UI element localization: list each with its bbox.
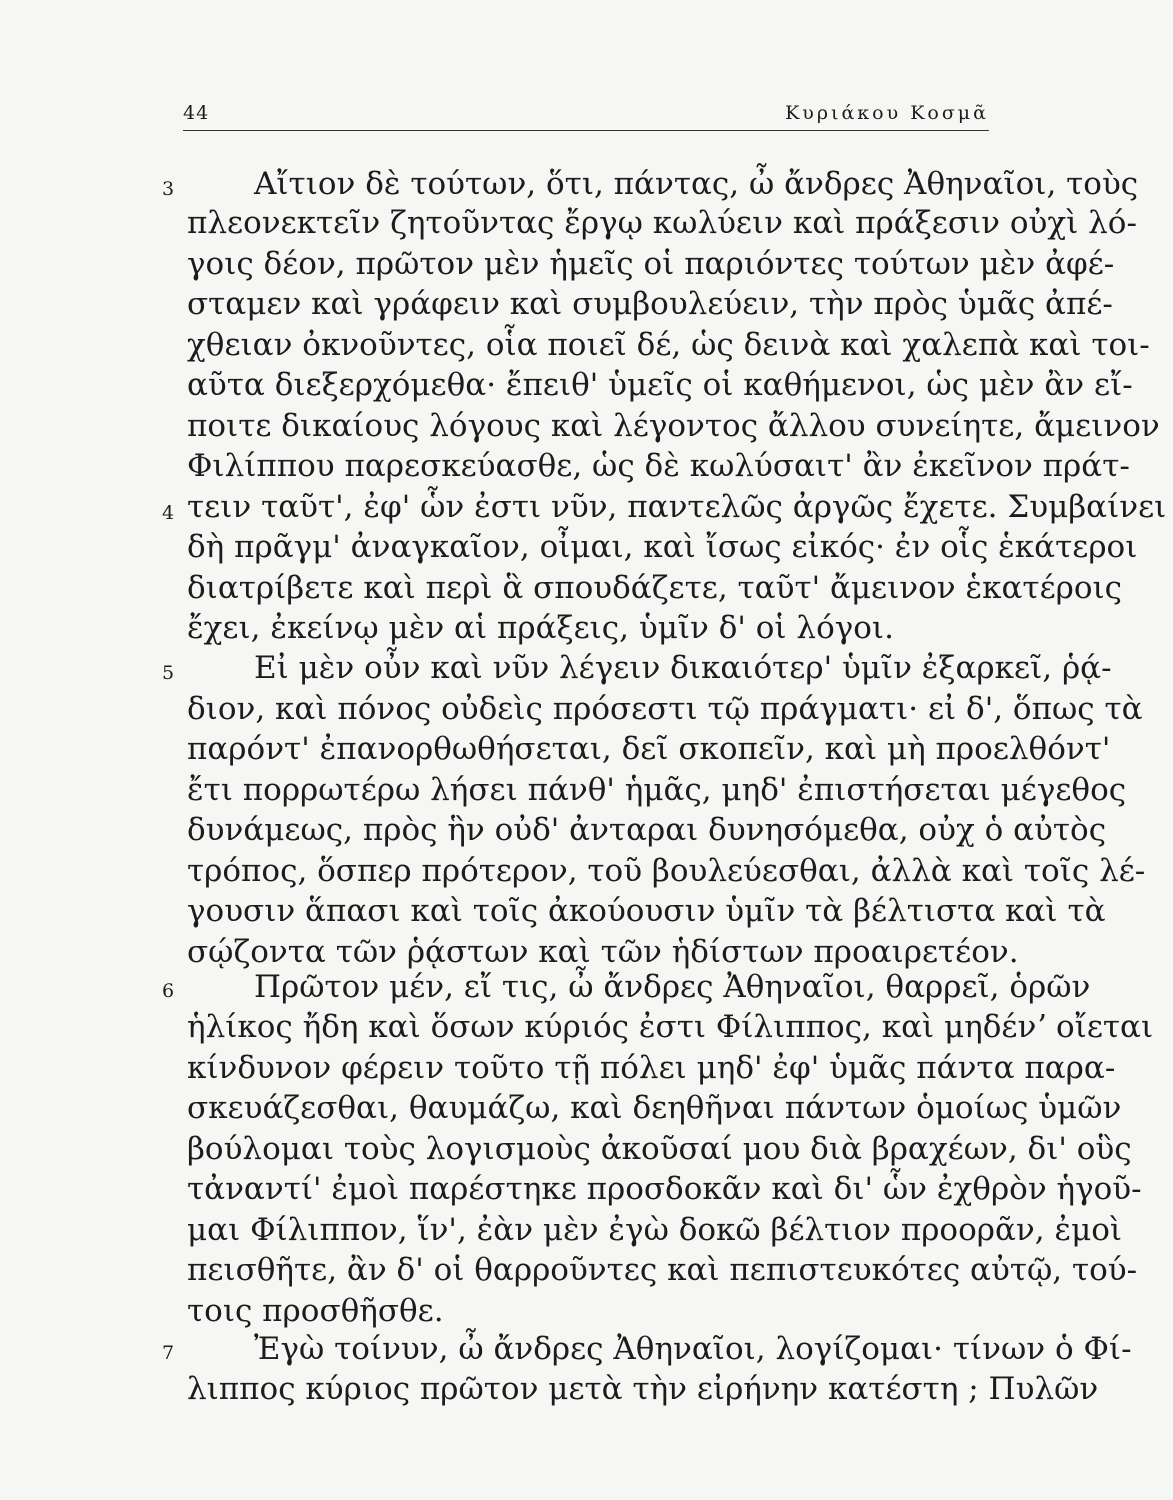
text-line: ποιτε δικαίους λόγους καὶ λέγοντος ἄλλου συνείητε, ἄμεινον xyxy=(187,408,1160,444)
text-line: μαι Φίλιππον, ἵν', ἐὰν μὲν ἐγὼ δοκῶ βέλτιον προορᾶν, ἐμοὶ xyxy=(187,1212,1123,1248)
text-line: κίνδυνον φέρειν τοῦτο τῇ πόλει μηδ' ἐφ' ὑμᾶς πάντα παρα- xyxy=(187,1050,1116,1086)
text-line: βούλομαι τοὺς λογισμοὺς ἀκοῦσαί μου διὰ βραχέων, δι' οὓς xyxy=(187,1131,1132,1167)
text-line: παρόντ' ἐπανορθωθήσεται, δεῖ σκοπεῖν, καὶ μὴ προελθόντ' xyxy=(187,731,1111,767)
section-number: 6 xyxy=(162,980,175,1002)
text-line: σταμεν καὶ γράφειν καὶ συμβουλεύειν, τὴν πρὸς ὑμᾶς ἀπέ- xyxy=(187,286,1113,322)
section-number: 7 xyxy=(162,1342,175,1364)
text-line: γοις δέον, πρῶτον μὲν ἡμεῖς οἱ παριόντες τούτων μὲν ἀφέ- xyxy=(187,246,1115,282)
running-title: Κυριάκου Κοσμᾶ xyxy=(785,102,989,124)
text-line: ἔτι πορρωτέρω λήσει πάνθ' ἡμᾶς, μηδ' ἐπιστήσεται μέγεθος xyxy=(187,772,1127,808)
text-line: σῴζοντα τῶν ῥᾴστων καὶ τῶν ἡδίστων προαιρετέον. xyxy=(187,934,1019,970)
text-line: χθειαν ὀκνοῦντες, οἷα ποιεῖ δέ, ὡς δεινὰ καὶ χαλεπὰ καὶ τοι- xyxy=(187,327,1150,363)
text-line: σκευάζεσθαι, θαυμάζω, καὶ δεηθῆναι πάντων ὁμοίως ὑμῶν xyxy=(187,1090,1122,1126)
page-number: 44 xyxy=(183,102,210,124)
text-line: ἔχει, ἐκείνῳ μὲν αἱ πράξεις, ὑμῖν δ' οἱ λόγοι. xyxy=(187,610,894,646)
text-line: αῦτα διεξερχόμεθα· ἔπειθ' ὑμεῖς οἱ καθήμενοι, ὡς μὲν ἂν εἴ- xyxy=(187,367,1133,403)
text-line: τειν ταῦτ', ἐφ' ὧν ἐστι νῦν, παντελῶς ἀργῶς ἔχετε. Συμβαίνει xyxy=(187,489,1167,525)
text-line: τρόπος, ὅσπερ πρότερον, τοῦ βουλεύεσθαι, ἀλλὰ καὶ τοῖς λέ- xyxy=(187,853,1146,889)
section-number: 5 xyxy=(162,662,175,684)
text-line: τοις προσθῆσθε. xyxy=(187,1293,444,1329)
text-line: Εἰ μὲν οὖν καὶ νῦν λέγειν δικαιότερ' ὑμῖν ἐξαρκεῖ, ῥᾴ- xyxy=(254,650,1112,686)
text-line: διατρίβετε καὶ περὶ ἃ σπουδάζετε, ταῦτ' ἄμεινον ἑκατέροις xyxy=(187,570,1123,606)
text-line: πεισθῆτε, ἂν δ' οἱ θαρροῦντες καὶ πεπιστευκότες αὐτῷ, τού- xyxy=(187,1252,1138,1288)
text-line: Φιλίππου παρεσκεύασθε, ὡς δὲ κωλύσαιτ' ἂν ἐκεῖνον πράτ- xyxy=(187,448,1130,484)
text-line: δυνάμεως, πρὸς ἣν οὐδ' ἀνταραι δυνησόμεθα, οὐχ ὁ αὐτὸς xyxy=(187,812,1107,848)
section-number: 4 xyxy=(162,502,175,524)
section-number: 3 xyxy=(162,178,175,200)
text-line: πλεονεκτεῖν ζητοῦντας ἔργῳ κωλύειν καὶ πράξεσιν οὐχὶ λό- xyxy=(187,205,1137,241)
text-line: τἀναντί' ἐμοὶ παρέστηκε προσδοκᾶν καὶ δι' ὧν ἐχθρὸν ἡγοῦ- xyxy=(187,1171,1142,1207)
text-line: δὴ πρᾶγμ' ἀναγκαῖον, οἶμαι, καὶ ἴσως εἰκός· ἐν οἷς ἑκάτεροι xyxy=(187,529,1138,565)
text-line: λιππος κύριος πρῶτον μετὰ τὴν εἰρήνην κατέστη ; Πυλῶν xyxy=(187,1371,1099,1407)
running-header xyxy=(183,100,989,131)
text-line: διον, καὶ πόνος οὐδεὶς πρόσεστι τῷ πράγματι· εἰ δ', ὅπως τὰ xyxy=(187,691,1143,727)
text-line: Αἴτιον δὲ τούτων, ὅτι, πάντας, ὦ ἄνδρες Ἀθηναῖοι, τοὺς xyxy=(254,166,1139,202)
text-line: γουσιν ἅπασι καὶ τοῖς ἀκούουσιν ὑμῖν τὰ βέλτιστα καὶ τὰ xyxy=(187,893,1106,929)
text-line: Πρῶτον μέν, εἴ τις, ὦ ἄνδρες Ἀθηναῖοι, θαρρεῖ, ὁρῶν xyxy=(254,969,1091,1005)
text-line: Ἐγὼ τοίνυν, ὦ ἄνδρες Ἀθηναῖοι, λογίζομαι· τίνων ὁ Φί- xyxy=(254,1331,1132,1367)
text-line: ἡλίκος ἤδη καὶ ὅσων κύριός ἐστι Φίλιππος, καὶ μηδένʼ οἴεται xyxy=(187,1009,1154,1045)
